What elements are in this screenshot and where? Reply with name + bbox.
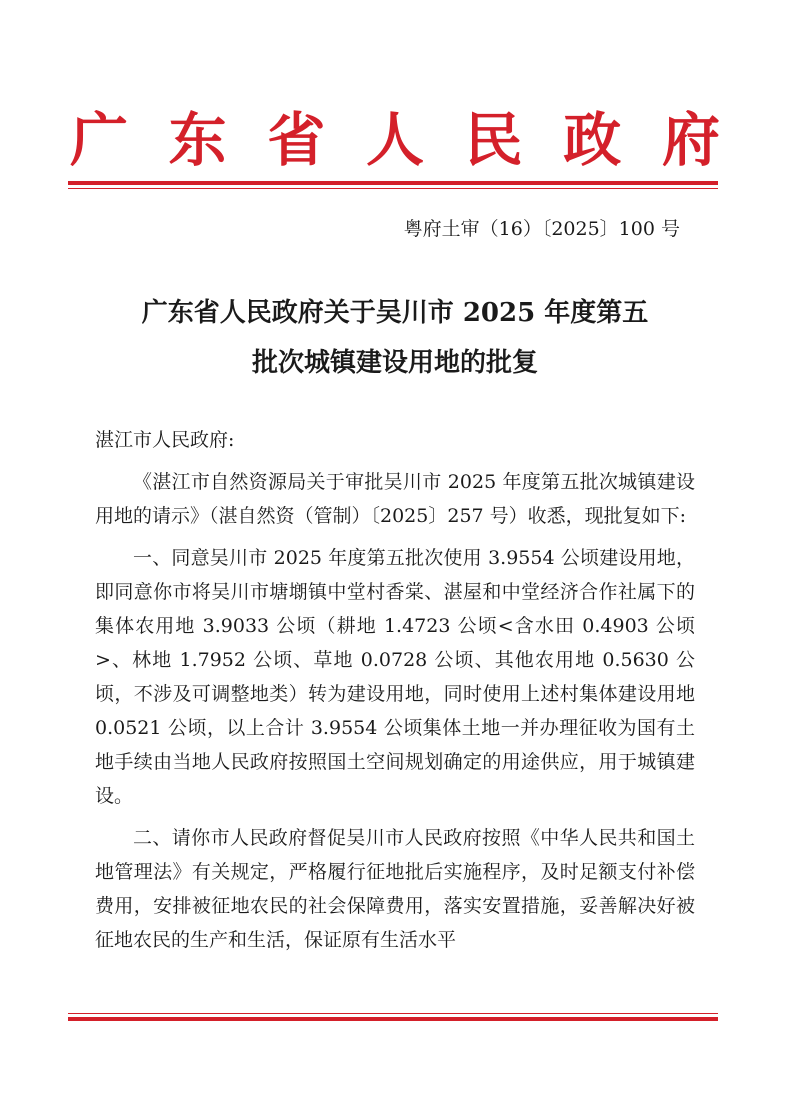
body-paragraph: 一、同意吴川市 2025 年度第五批次使用 3.9554 公顷建设用地，即同意你市将吴川市塘㙟镇中堂村香棠、湛屋和中堂经济合作社属下的集体农用地 3.9033 公顷（耕地 1.4723 公顷<含水田 0.4903 公顷>、林地 1.7952 公顷、草地 0.0728 公顷、其他农用地 0.5630 公顷，不涉及可调整地类）转为建设用地，同时使用上述村集体建设用地 0.0521 公顷，以上合计 3.9554 公顷集体土地一并办理征收为国有土地手续由当地人民政府按照国土空间规划确定的用途供应，用于城镇建设。 bbox=[95, 547, 695, 807]
footer-divider-thin bbox=[68, 1013, 718, 1014]
body-paragraph: 《湛江市自然资源局关于审批吴川市 2025 年度第五批次城镇建设用地的请示》（湛自然资（管制）〔2025〕257 号）收悉，现批复如下: bbox=[95, 471, 695, 527]
body-paragraph: 二、请你市人民政府督促吴川市人民政府按照《中华人民共和国土地管理法》有关规定，严格履行征地批后实施程序，及时足额支付补偿费用，安排被征地农民的社会保障费用，落实安置措施，妥善解决好被征地农民的生产和生活，保证原有生活水平 bbox=[95, 827, 695, 951]
header-char: 政 bbox=[563, 106, 622, 174]
header-char: 人 bbox=[365, 106, 424, 174]
document-title-line: 广东省人民政府关于吴川市 2025 年度第五 bbox=[141, 298, 649, 328]
document-body bbox=[95, 423, 695, 957]
header-char: 民 bbox=[464, 106, 523, 174]
document-number: 粤府土审（16）〔2025〕100 号 bbox=[403, 218, 680, 240]
header-char: 省 bbox=[267, 106, 326, 174]
document-title-line: 批次城镇建设用地的批复 bbox=[251, 348, 538, 378]
footer-divider-thick bbox=[68, 1017, 718, 1021]
issuer-header bbox=[70, 104, 720, 176]
header-divider-thick bbox=[68, 181, 718, 185]
addressee: 湛江市人民政府: bbox=[95, 429, 235, 451]
header-char: 东 bbox=[168, 106, 227, 174]
header-divider-thin bbox=[68, 188, 718, 189]
document-title bbox=[80, 288, 710, 388]
header-char: 府 bbox=[661, 106, 720, 174]
header-char: 广 bbox=[70, 106, 129, 174]
